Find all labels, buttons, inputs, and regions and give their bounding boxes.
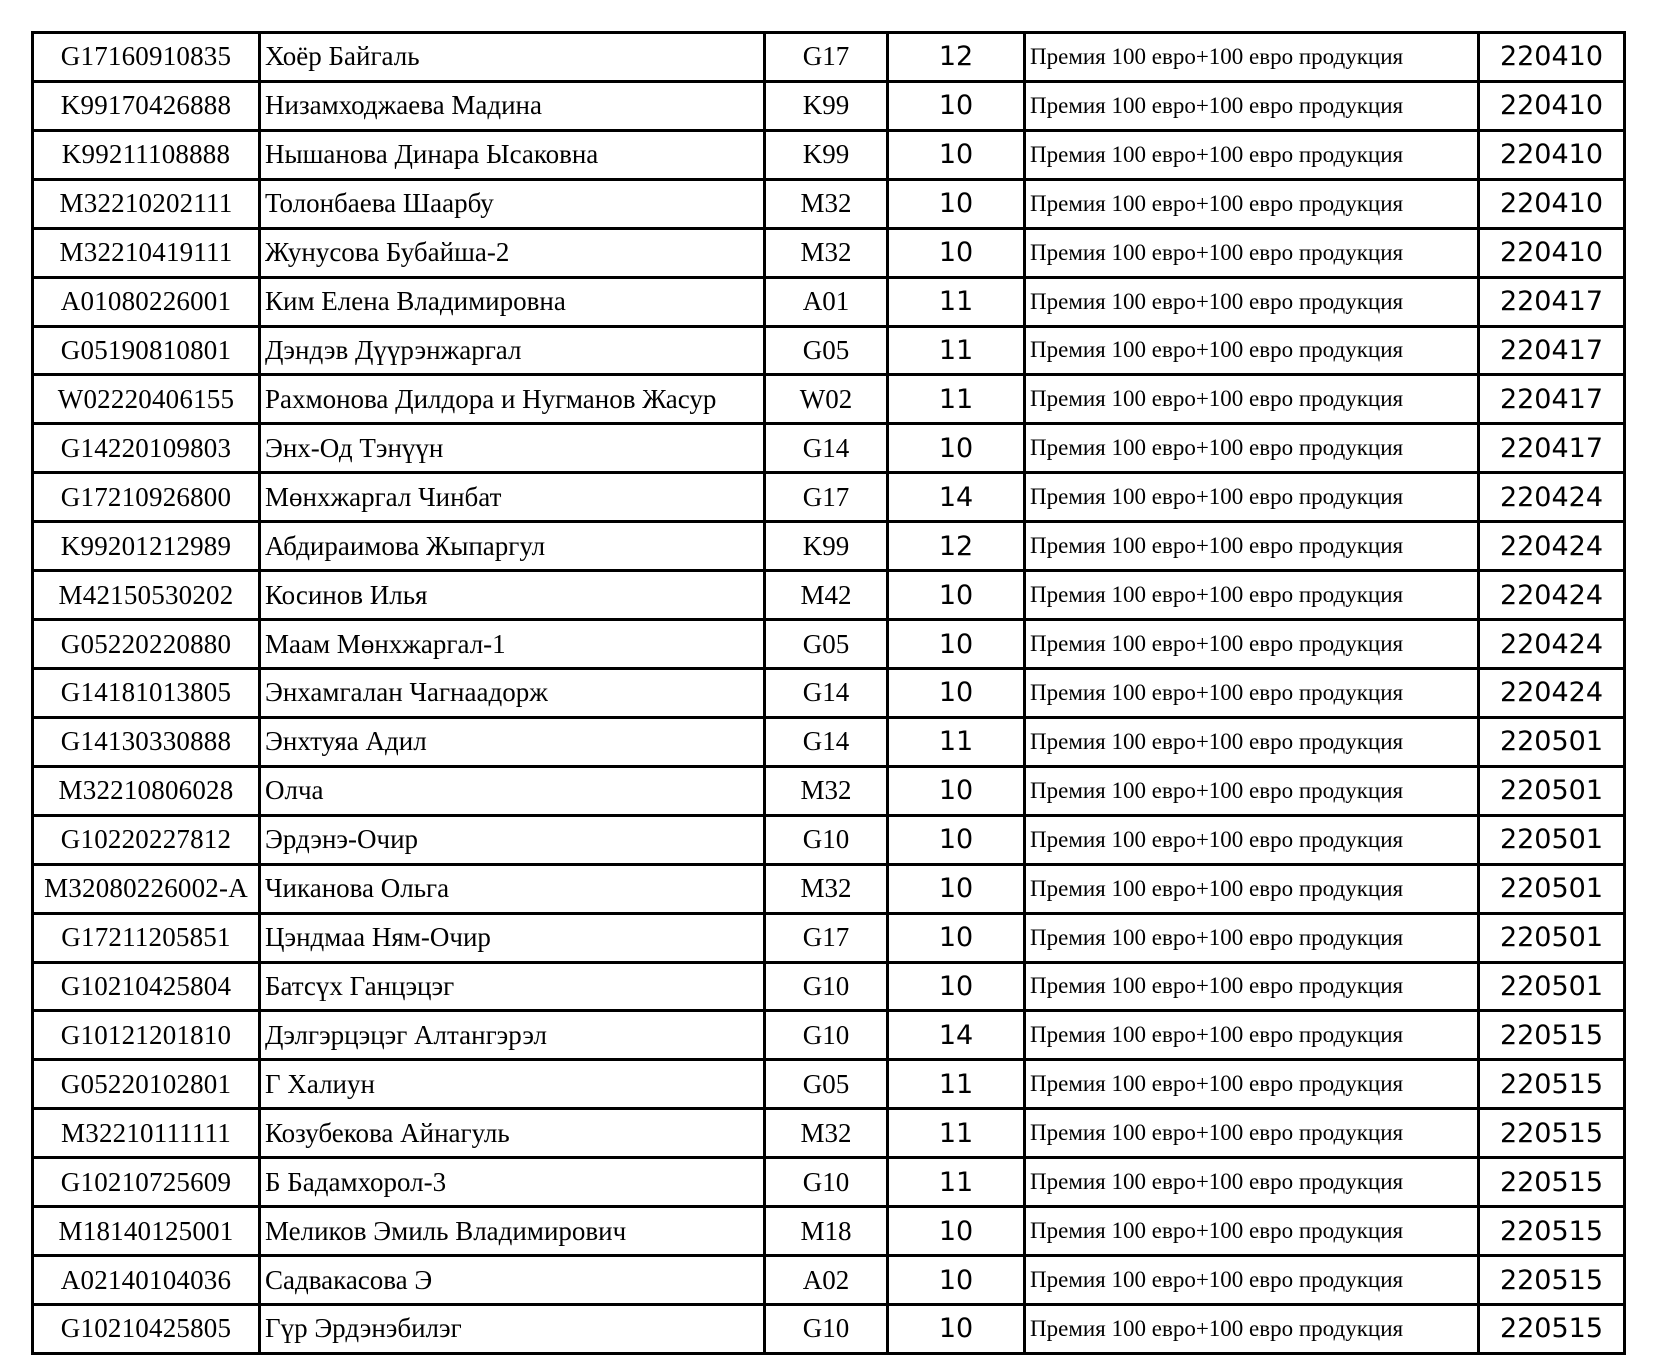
- date-cell: 220515: [1479, 1060, 1625, 1109]
- table-row: [33, 1256, 1625, 1305]
- count-cell: 12: [888, 522, 1025, 571]
- table-row: [33, 1011, 1625, 1060]
- count-cell: 11: [888, 1060, 1025, 1109]
- date-cell: 220410: [1479, 228, 1625, 277]
- count-cell: 10: [888, 668, 1025, 717]
- member-code-cell: G10121201810: [33, 1011, 260, 1060]
- member-name-cell: Дэлгэрцэцэг Алтангэрэл: [260, 1011, 765, 1060]
- member-code-cell: M32210111111: [33, 1109, 260, 1158]
- group-code-cell: M32: [765, 864, 888, 913]
- member-code-cell: M18140125001: [33, 1207, 260, 1256]
- group-code-cell: K99: [765, 130, 888, 179]
- count-cell: 14: [888, 473, 1025, 522]
- member-code-cell: M32210806028: [33, 766, 260, 815]
- member-name-cell: Садвакасова Э: [260, 1256, 765, 1305]
- member-code-cell: G14130330888: [33, 717, 260, 766]
- group-code-cell: M32: [765, 179, 888, 228]
- table-row: [33, 571, 1625, 620]
- member-name-cell: Козубекова Айнагуль: [260, 1109, 765, 1158]
- prize-cell: Премия 100 евро+100 евро продукция: [1025, 571, 1479, 620]
- count-cell: 12: [888, 33, 1025, 82]
- member-name-cell: Жунусова Бубайша-2: [260, 228, 765, 277]
- group-code-cell: G14: [765, 717, 888, 766]
- member-code-cell: G10210425805: [33, 1304, 260, 1353]
- member-name-cell: Цэндмаа Ням-Очир: [260, 913, 765, 962]
- date-cell: 220424: [1479, 571, 1625, 620]
- table-row: [33, 33, 1625, 82]
- date-cell: 220410: [1479, 33, 1625, 82]
- group-code-cell: G05: [765, 620, 888, 669]
- member-name-cell: Батсүх Ганцэцэг: [260, 962, 765, 1011]
- member-code-cell: A02140104036: [33, 1256, 260, 1305]
- table-row: [33, 815, 1625, 864]
- group-code-cell: M32: [765, 1109, 888, 1158]
- member-code-cell: K99211108888: [33, 130, 260, 179]
- member-name-cell: Гүр Эрдэнэбилэг: [260, 1304, 765, 1353]
- count-cell: 11: [888, 375, 1025, 424]
- count-cell: 10: [888, 1207, 1025, 1256]
- member-code-cell: W02220406155: [33, 375, 260, 424]
- prize-cell: Премия 100 евро+100 евро продукция: [1025, 766, 1479, 815]
- prize-cell: Премия 100 евро+100 евро продукция: [1025, 717, 1479, 766]
- group-code-cell: K99: [765, 522, 888, 571]
- prize-cell: Премия 100 евро+100 евро продукция: [1025, 326, 1479, 375]
- date-cell: 220424: [1479, 668, 1625, 717]
- table-row: [33, 228, 1625, 277]
- member-code-cell: G10210725609: [33, 1158, 260, 1207]
- table-row: [33, 473, 1625, 522]
- group-code-cell: G14: [765, 424, 888, 473]
- member-name-cell: Энхтуяа Адил: [260, 717, 765, 766]
- date-cell: 220501: [1479, 913, 1625, 962]
- date-cell: 220501: [1479, 962, 1625, 1011]
- count-cell: 10: [888, 1304, 1025, 1353]
- count-cell: 11: [888, 1158, 1025, 1207]
- prize-cell: Премия 100 евро+100 евро продукция: [1025, 1207, 1479, 1256]
- date-cell: 220501: [1479, 766, 1625, 815]
- member-name-cell: Низамходжаева Мадина: [260, 81, 765, 130]
- group-code-cell: G10: [765, 1304, 888, 1353]
- member-code-cell: G05220102801: [33, 1060, 260, 1109]
- group-code-cell: M32: [765, 228, 888, 277]
- prize-cell: Премия 100 евро+100 евро продукция: [1025, 1256, 1479, 1305]
- prize-cell: Премия 100 евро+100 евро продукция: [1025, 1109, 1479, 1158]
- group-code-cell: A01: [765, 277, 888, 326]
- table-row: [33, 375, 1625, 424]
- prize-cell: Премия 100 евро+100 евро продукция: [1025, 277, 1479, 326]
- member-code-cell: G10210425804: [33, 962, 260, 1011]
- table-row: [33, 1109, 1625, 1158]
- count-cell: 11: [888, 326, 1025, 375]
- table-row: [33, 1060, 1625, 1109]
- prize-cell: Премия 100 евро+100 евро продукция: [1025, 815, 1479, 864]
- date-cell: 220501: [1479, 815, 1625, 864]
- count-cell: 10: [888, 228, 1025, 277]
- prize-cell: Премия 100 евро+100 евро продукция: [1025, 81, 1479, 130]
- prize-cell: Премия 100 евро+100 евро продукция: [1025, 228, 1479, 277]
- member-name-cell: Мөнхжаргал Чинбат: [260, 473, 765, 522]
- prize-cell: Премия 100 евро+100 евро продукция: [1025, 668, 1479, 717]
- prize-cell: Премия 100 евро+100 евро продукция: [1025, 962, 1479, 1011]
- count-cell: 14: [888, 1011, 1025, 1060]
- table-row: [33, 962, 1625, 1011]
- date-cell: 220417: [1479, 375, 1625, 424]
- date-cell: 220424: [1479, 522, 1625, 571]
- table-row: [33, 913, 1625, 962]
- count-cell: 10: [888, 766, 1025, 815]
- group-code-cell: G05: [765, 326, 888, 375]
- table-body: [33, 33, 1625, 1354]
- prize-cell: Премия 100 евро+100 евро продукция: [1025, 33, 1479, 82]
- count-cell: 10: [888, 815, 1025, 864]
- table-row: [33, 620, 1625, 669]
- member-name-cell: Чиканова Ольга: [260, 864, 765, 913]
- member-code-cell: G17210926800: [33, 473, 260, 522]
- prize-cell: Премия 100 евро+100 евро продукция: [1025, 1060, 1479, 1109]
- member-name-cell: Косинов Илья: [260, 571, 765, 620]
- member-name-cell: Г Халиун: [260, 1060, 765, 1109]
- date-cell: 220501: [1479, 864, 1625, 913]
- member-name-cell: Б Бадамхорол-3: [260, 1158, 765, 1207]
- table-row: [33, 326, 1625, 375]
- member-name-cell: Олча: [260, 766, 765, 815]
- bonus-table: [31, 31, 1626, 1355]
- date-cell: 220410: [1479, 81, 1625, 130]
- group-code-cell: G10: [765, 1011, 888, 1060]
- date-cell: 220417: [1479, 424, 1625, 473]
- date-cell: 220515: [1479, 1207, 1625, 1256]
- table-row: [33, 1304, 1625, 1353]
- table-row: [33, 864, 1625, 913]
- member-code-cell: G05220220880: [33, 620, 260, 669]
- date-cell: 220410: [1479, 130, 1625, 179]
- date-cell: 220424: [1479, 620, 1625, 669]
- count-cell: 10: [888, 424, 1025, 473]
- member-name-cell: Ким Елена Владимировна: [260, 277, 765, 326]
- date-cell: 220424: [1479, 473, 1625, 522]
- group-code-cell: G17: [765, 33, 888, 82]
- group-code-cell: G14: [765, 668, 888, 717]
- group-code-cell: G10: [765, 962, 888, 1011]
- prize-cell: Премия 100 евро+100 евро продукция: [1025, 913, 1479, 962]
- prize-cell: Премия 100 евро+100 евро продукция: [1025, 179, 1479, 228]
- group-code-cell: G10: [765, 815, 888, 864]
- prize-cell: Премия 100 евро+100 евро продукция: [1025, 130, 1479, 179]
- group-code-cell: M32: [765, 766, 888, 815]
- group-code-cell: W02: [765, 375, 888, 424]
- prize-cell: Премия 100 евро+100 евро продукция: [1025, 620, 1479, 669]
- member-name-cell: Хоёр Байгаль: [260, 33, 765, 82]
- table-row: [33, 179, 1625, 228]
- member-code-cell: G17211205851: [33, 913, 260, 962]
- group-code-cell: M42: [765, 571, 888, 620]
- prize-cell: Премия 100 евро+100 евро продукция: [1025, 1158, 1479, 1207]
- table-row: [33, 1158, 1625, 1207]
- date-cell: 220515: [1479, 1011, 1625, 1060]
- date-cell: 220501: [1479, 717, 1625, 766]
- date-cell: 220417: [1479, 326, 1625, 375]
- member-name-cell: Нышанова Динара Ысаковна: [260, 130, 765, 179]
- table-row: [33, 277, 1625, 326]
- table-row: [33, 522, 1625, 571]
- count-cell: 10: [888, 130, 1025, 179]
- table-row: [33, 1207, 1625, 1256]
- count-cell: 10: [888, 179, 1025, 228]
- member-code-cell: M32080226002-A: [33, 864, 260, 913]
- member-name-cell: Энх-Од Тэнүүн: [260, 424, 765, 473]
- member-code-cell: M42150530202: [33, 571, 260, 620]
- table-row: [33, 130, 1625, 179]
- count-cell: 10: [888, 620, 1025, 669]
- member-code-cell: K99170426888: [33, 81, 260, 130]
- group-code-cell: G10: [765, 1158, 888, 1207]
- group-code-cell: G17: [765, 913, 888, 962]
- member-name-cell: Дэндэв Дүүрэнжаргал: [260, 326, 765, 375]
- count-cell: 11: [888, 1109, 1025, 1158]
- count-cell: 11: [888, 277, 1025, 326]
- member-code-cell: K99201212989: [33, 522, 260, 571]
- prize-cell: Премия 100 евро+100 евро продукция: [1025, 522, 1479, 571]
- count-cell: 10: [888, 1256, 1025, 1305]
- table-row: [33, 424, 1625, 473]
- date-cell: 220515: [1479, 1304, 1625, 1353]
- prize-cell: Премия 100 евро+100 евро продукция: [1025, 864, 1479, 913]
- member-name-cell: Эрдэнэ-Очир: [260, 815, 765, 864]
- group-code-cell: M18: [765, 1207, 888, 1256]
- member-code-cell: G10220227812: [33, 815, 260, 864]
- member-code-cell: M32210202111: [33, 179, 260, 228]
- count-cell: 10: [888, 864, 1025, 913]
- prize-cell: Премия 100 евро+100 евро продукция: [1025, 1011, 1479, 1060]
- count-cell: 10: [888, 571, 1025, 620]
- date-cell: 220417: [1479, 277, 1625, 326]
- table-row: [33, 81, 1625, 130]
- count-cell: 10: [888, 962, 1025, 1011]
- count-cell: 10: [888, 913, 1025, 962]
- group-code-cell: G05: [765, 1060, 888, 1109]
- member-code-cell: A01080226001: [33, 277, 260, 326]
- prize-cell: Премия 100 евро+100 евро продукция: [1025, 473, 1479, 522]
- group-code-cell: G17: [765, 473, 888, 522]
- member-code-cell: G14181013805: [33, 668, 260, 717]
- member-name-cell: Энхамгалан Чагнаадорж: [260, 668, 765, 717]
- date-cell: 220515: [1479, 1109, 1625, 1158]
- member-code-cell: G17160910835: [33, 33, 260, 82]
- table-row: [33, 766, 1625, 815]
- member-name-cell: Меликов Эмиль Владимирович: [260, 1207, 765, 1256]
- date-cell: 220515: [1479, 1158, 1625, 1207]
- prize-cell: Премия 100 евро+100 евро продукция: [1025, 375, 1479, 424]
- count-cell: 11: [888, 717, 1025, 766]
- group-code-cell: K99: [765, 81, 888, 130]
- member-code-cell: M32210419111: [33, 228, 260, 277]
- date-cell: 220410: [1479, 179, 1625, 228]
- member-name-cell: Абдираимова Жыпаргул: [260, 522, 765, 571]
- member-code-cell: G14220109803: [33, 424, 260, 473]
- table-row: [33, 668, 1625, 717]
- group-code-cell: A02: [765, 1256, 888, 1305]
- prize-cell: Премия 100 евро+100 евро продукция: [1025, 1304, 1479, 1353]
- member-code-cell: G05190810801: [33, 326, 260, 375]
- member-name-cell: Толонбаева Шаарбу: [260, 179, 765, 228]
- member-name-cell: Маам Мөнхжаргал-1: [260, 620, 765, 669]
- count-cell: 10: [888, 81, 1025, 130]
- prize-cell: Премия 100 евро+100 евро продукция: [1025, 424, 1479, 473]
- date-cell: 220515: [1479, 1256, 1625, 1305]
- member-name-cell: Рахмонова Дилдора и Нугманов Жасур: [260, 375, 765, 424]
- table-row: [33, 717, 1625, 766]
